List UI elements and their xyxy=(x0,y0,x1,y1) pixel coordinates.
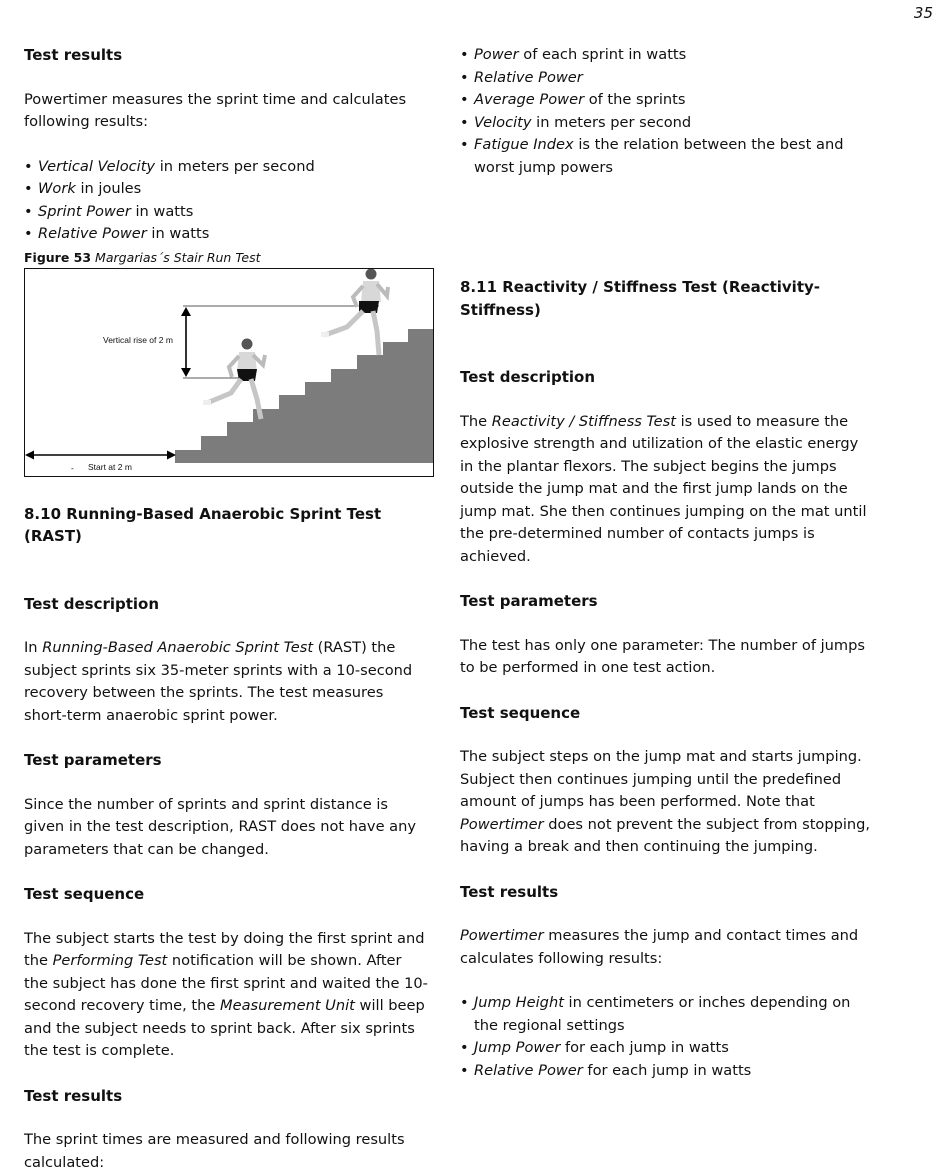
test-sequence-heading-reactivity: Test sequence xyxy=(460,703,581,722)
list-item: • Velocity in meters per second xyxy=(460,113,692,131)
staircase xyxy=(175,329,433,463)
list-item: • Power of each sprint in watts xyxy=(460,46,687,63)
reactivity-parameters: The test has only one parameter: The number of jumps to be performed in one test action. xyxy=(460,636,865,676)
figure-title: Margarias´s Stair Run Test xyxy=(95,249,261,265)
stair-run-illustration xyxy=(25,269,433,476)
test-results-heading-reactivity: Test results xyxy=(460,882,559,901)
list-item: • Relative Power for each jump in watts xyxy=(460,1061,752,1079)
reactivity-results-list xyxy=(460,992,872,1082)
list-item: • Jump Power for each jump in watts xyxy=(460,1039,729,1056)
list-item: • Work in joules xyxy=(24,180,142,197)
figure-caption xyxy=(24,250,428,266)
rast-results-list xyxy=(460,44,872,179)
test-description-heading: Test description xyxy=(24,594,160,613)
test-parameters-heading: Test parameters xyxy=(24,751,162,769)
section-title-reactivity: 8.11 Reactivity / Stiffness Test (Reactivity-Stiffness) xyxy=(460,278,820,319)
test-sequence-heading: Test sequence xyxy=(24,885,145,903)
list-item: • Fatigue Index is the relation between the best and worst jump powers xyxy=(460,136,844,176)
stair-run-figure xyxy=(24,268,434,477)
rast-sequence: The subject starts the test by doing the first sprint and the Performing Test notification will be shown. After the subject has done the first sprint and waited the 10-second recovery time, the Measurement Unit will beep and the subject needs to sprint back. After six sprints the test is complete. xyxy=(24,929,428,1059)
page-number: 35 xyxy=(913,4,933,22)
arrow-head-right xyxy=(167,450,176,459)
rast-results-intro: The sprint times are measured and following results calculated: xyxy=(24,1131,405,1171)
rast-parameters: Since the number of sprints and sprint distance is given in the test description, RAST does not have any parameters that can be changed. xyxy=(24,795,417,858)
reactivity-sequence: The subject steps on the jump mat and starts jumping. Subject then continues jumping until the predefined amount of jumps has been performed. Note that Powertimer does not prevent the subject from stopping, having a break and then continuing the jumping. xyxy=(460,748,871,855)
arrow-head-down xyxy=(181,368,191,377)
powertimer-intro: Powertimer measures the sprint time and calculates following results: xyxy=(24,90,407,130)
list-item: • Average Power of the sprints xyxy=(460,91,686,108)
list-item: • Relative Power in watts xyxy=(24,225,210,242)
figure-number: Figure 53 xyxy=(24,249,92,265)
list-item: • Sprint Power in watts xyxy=(24,202,194,220)
arrow-head-left xyxy=(25,450,34,459)
rast-description: In Running-Based Anaerobic Sprint Test (RAST) the subject sprints six 35-meter sprints with a 10-second recovery between the sprints. The test measures short-term anaerobic sprint power. xyxy=(24,639,413,724)
right-column xyxy=(460,44,872,1082)
list-item: • Jump Height in centimeters or inches depending on the regional settings xyxy=(460,994,851,1034)
test-results-heading-rast: Test results xyxy=(24,1086,123,1105)
start-distance-label: Start at 2 m xyxy=(88,461,132,472)
arrow-head-up xyxy=(181,307,191,316)
runner-lower xyxy=(203,338,265,419)
sprint-results-list xyxy=(24,156,428,246)
list-item: • Relative Power xyxy=(460,68,583,86)
test-description-heading-reactivity: Test description xyxy=(460,368,596,386)
vertical-rise-label: Vertical rise of 2 m xyxy=(103,334,173,345)
reactivity-description: The Reactivity / Stiffness Test is used to measure the explosive strength and utilization of the elastic energy in the plantar flexors. The subject begins the jumps outside the jump mat and the first jump lands on the jump mat. She then continues jumping on the mat until the pre-determined number of contacts jumps is achieved. xyxy=(460,412,867,565)
test-results-heading: Test results xyxy=(24,46,123,64)
test-parameters-heading-reactivity: Test parameters xyxy=(460,592,598,610)
reactivity-results-intro: Powertimer measures the jump and contact times and calculates following results: xyxy=(460,927,859,967)
runner-upper xyxy=(321,269,388,355)
list-item: • Vertical Velocity in meters per second xyxy=(24,157,315,175)
figure-dash-label: - xyxy=(71,462,74,473)
section-title-rast: 8.10 Running-Based Anaerobic Sprint Test (RAST) xyxy=(24,504,382,545)
left-column xyxy=(24,44,428,1174)
